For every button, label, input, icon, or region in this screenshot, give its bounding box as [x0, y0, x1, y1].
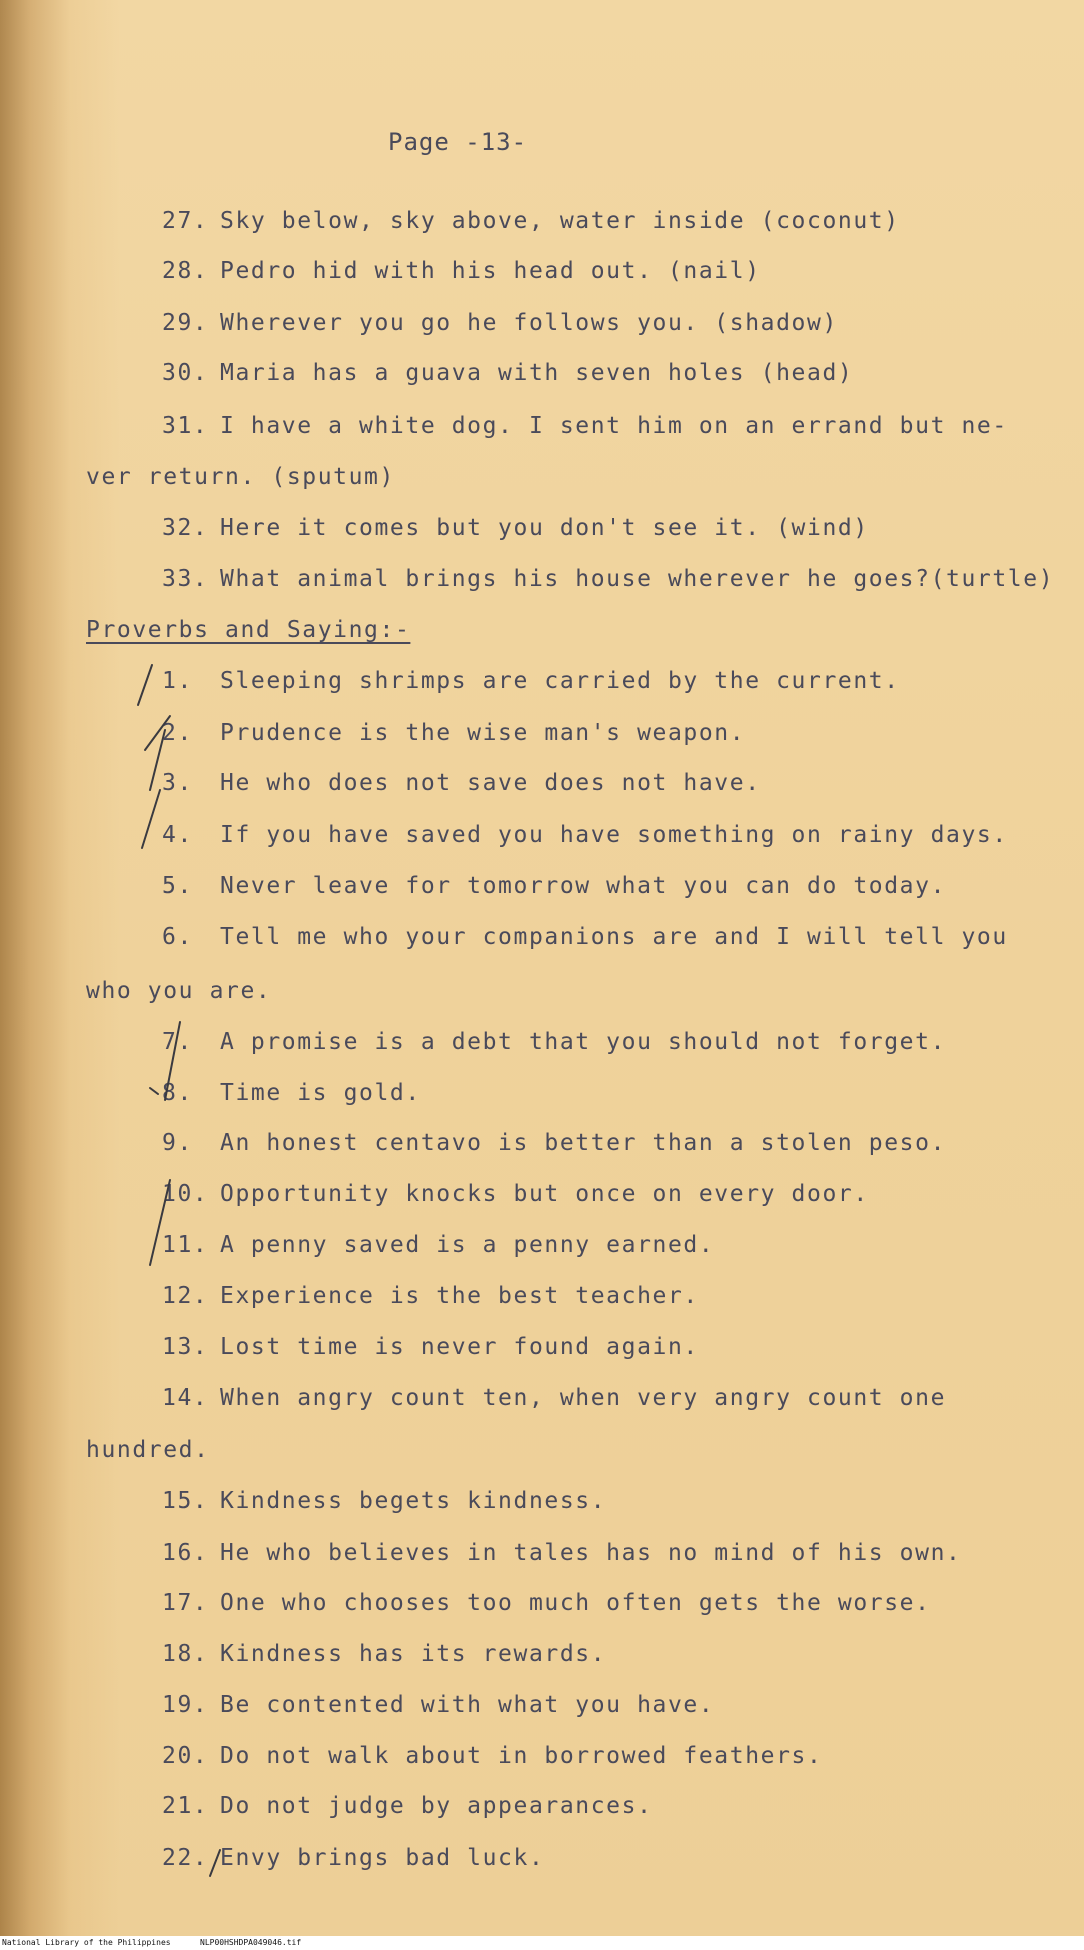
item-text: I have a white dog. I sent him on an errand but ne-	[220, 413, 1008, 439]
item-text: who you are.	[86, 978, 272, 1004]
item-text: Time is gold.	[220, 1080, 421, 1106]
item-number: 30.	[162, 360, 209, 386]
item-number: 12.	[162, 1283, 209, 1309]
item-text: Prudence is the wise man's weapon.	[220, 720, 746, 746]
section-heading: Proverbs and Saying:-	[86, 617, 411, 643]
item-text: Pedro hid with his head out. (nail)	[220, 258, 761, 284]
check-mark-icon	[145, 716, 170, 750]
item-text: When angry count ten, when very angry count one	[220, 1385, 947, 1411]
item-text: Wherever you go he follows you. (shadow)	[220, 310, 838, 336]
item-number: 27.	[162, 208, 209, 234]
item-text: An honest centavo is better than a stolen peso.	[220, 1130, 947, 1156]
check-mark-icon	[142, 790, 160, 848]
check-mark-icon	[138, 665, 152, 705]
item-text: Tell me who your companions are and I will tell you	[220, 924, 1008, 950]
item-number: 5.	[162, 873, 193, 899]
item-number: 20.	[162, 1743, 209, 1769]
item-text: Never leave for tomorrow what you can do today.	[220, 873, 947, 899]
item-text: He who believes in tales has no mind of his own.	[220, 1540, 962, 1566]
item-number: 18.	[162, 1641, 209, 1667]
item-text: Maria has a guava with seven holes (head)	[220, 360, 854, 386]
item-number: 16.	[162, 1540, 209, 1566]
item-number: 15.	[162, 1488, 209, 1514]
item-text: A promise is a debt that you should not forget.	[220, 1029, 947, 1055]
check-mark-icon	[150, 1088, 158, 1094]
item-number: 14.	[162, 1385, 209, 1411]
item-text: Here it comes but you don't see it. (wind)	[220, 515, 869, 541]
item-text: Be contented with what you have.	[220, 1692, 715, 1718]
item-number: 17.	[162, 1590, 209, 1616]
item-text: If you have saved you have something on rainy days.	[220, 822, 1008, 848]
check-mark-icon	[210, 1850, 220, 1876]
item-number: 7.	[162, 1029, 193, 1055]
file-identifier: NLP00HSHDPA049046.tif	[200, 1938, 302, 1947]
item-text: A penny saved is a penny earned.	[220, 1232, 715, 1258]
item-text: Experience is the best teacher.	[220, 1283, 699, 1309]
item-number: 10.	[162, 1181, 209, 1207]
item-number: 19.	[162, 1692, 209, 1718]
item-text: One who chooses too much often gets the worse.	[220, 1590, 931, 1616]
item-text: Kindness has its rewards.	[220, 1641, 607, 1667]
item-number: 33.	[162, 566, 209, 592]
item-number: 9.	[162, 1130, 193, 1156]
item-text: Do not walk about in borrowed feathers.	[220, 1743, 823, 1769]
item-text: Do not judge by appearances.	[220, 1793, 653, 1819]
item-number: 13.	[162, 1334, 209, 1360]
item-number: 21.	[162, 1793, 209, 1819]
library-credit: National Library of the Philippines	[2, 1938, 171, 1947]
item-text: Kindness begets kindness.	[220, 1488, 607, 1514]
item-number: 8.	[162, 1080, 193, 1106]
item-text: What animal brings his house wherever he goes?(turtle)	[220, 566, 1055, 592]
item-text: Sleeping shrimps are carried by the current.	[220, 668, 900, 694]
item-number: 28.	[162, 258, 209, 284]
item-number: 4.	[162, 822, 193, 848]
item-number: 29.	[162, 310, 209, 336]
item-number: 11.	[162, 1232, 209, 1258]
item-number: 3.	[162, 770, 193, 796]
item-text: Opportunity knocks but once on every door.	[220, 1181, 869, 1207]
item-text: Sky below, sky above, water inside (coconut)	[220, 208, 900, 234]
item-text: hundred.	[86, 1437, 210, 1463]
item-text: Lost time is never found again.	[220, 1334, 699, 1360]
item-number: 32.	[162, 515, 209, 541]
item-number: 22.	[162, 1845, 209, 1871]
item-number: 31.	[162, 413, 209, 439]
check-mark-icon	[150, 1180, 170, 1265]
check-mark-icon	[165, 1022, 180, 1100]
item-number: 2.	[162, 720, 193, 746]
item-text: ver return. (sputum)	[86, 464, 395, 490]
item-text: He who does not save does not have.	[220, 770, 761, 796]
item-text: Envy brings bad luck.	[220, 1845, 545, 1871]
page-number: Page -13-	[388, 128, 528, 156]
scan-footer	[0, 1936, 1084, 1950]
item-number: 1.	[162, 668, 193, 694]
item-number: 6.	[162, 924, 193, 950]
